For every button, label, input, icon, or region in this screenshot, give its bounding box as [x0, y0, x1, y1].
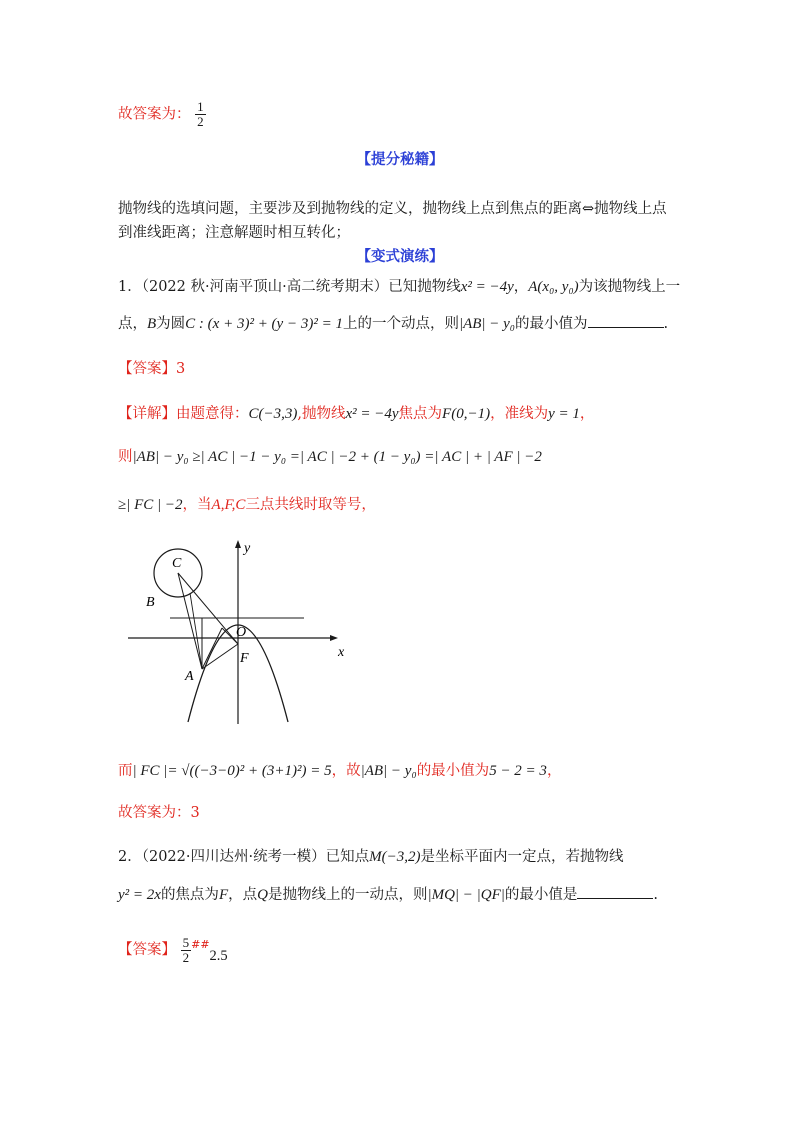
- q2-answer-label: 【答案】: [118, 942, 176, 958]
- section-practice-title: 【变式演练】: [356, 248, 444, 265]
- q1-inequality-chain: |AB| − y₀ ≥| AC | −1 − y₀ =| AC | −2 + (1 − y₀) =| AC | + | AF | −2: [132, 449, 542, 465]
- segment-aux: [202, 628, 222, 669]
- q1-circle-eq: C : (x + 3)² + (y − 3)² = 1: [185, 316, 343, 332]
- answer-intro: [118, 100, 206, 129]
- q2-line-2: y² = 2x的焦点为F，点Q是抛物线上的一动点，则|MQ| − |QF|的最小值是 .: [118, 884, 658, 906]
- segment-BA: [190, 593, 202, 669]
- q1-detail-label: 【详解】: [118, 406, 176, 422]
- q1-detail: 【详解】由题意得：C(−3,3),抛物线x² = −4y焦点为F(0,−1)，准线为y = 1，: [118, 406, 595, 422]
- label-x: x: [338, 645, 345, 660]
- answer-fraction: $\frac{1}{2}$: [197, 99, 204, 129]
- label-A: A: [185, 669, 194, 684]
- x-axis-arrow: [330, 635, 338, 641]
- label-C: C: [172, 556, 182, 571]
- q2-answer: 【答案】 $\frac{5}{2}$ ##2.5: [118, 934, 228, 965]
- q1-line-2: 点，B为圆C : (x + 3)² + (y − 3)² = 1上的一个动点，则|AB| − y₀的最小值为 .: [118, 313, 668, 335]
- q2-parabola-eq: y² = 2x: [118, 887, 161, 903]
- y-axis-arrow: [235, 540, 241, 548]
- q2-line-1: 2．（2022·四川达州·统考一模）已知点M(−3,2)是坐标平面内一定点，若抛物线: [118, 849, 624, 865]
- q2-answer-fraction: $\frac{5}{2}$: [182, 934, 190, 965]
- label-F: F: [240, 651, 249, 666]
- section-tip-title: 【提分秘籍】: [356, 151, 444, 168]
- q1-final-answer: 故答案为：3: [118, 805, 200, 821]
- q1-parabola-eq: x² = −4y: [460, 279, 514, 295]
- parabola-figure: [118, 536, 358, 726]
- answer-intro-label: 故答案为：: [118, 106, 191, 123]
- q1-answer: [118, 358, 185, 380]
- q1-inequality-2: ≥| FC | −2，当A,F,C三点共线时取等号，: [118, 497, 376, 513]
- tip-text-line-2: 到准线距离；注意解题时相互转化；: [118, 225, 350, 241]
- q2-point-M: M(−3,2): [369, 849, 421, 865]
- label-y: y: [244, 541, 251, 556]
- q1-expression: |AB| − y₀: [458, 316, 516, 332]
- q1-line-1: 1．（2022 秋·河南平顶山·高二统考期末）已知抛物线x² = −4y，A(x₀, y₀)为该抛物线上一: [118, 279, 681, 295]
- segment-AF: [202, 644, 238, 669]
- q1-answer-value: 3: [176, 361, 186, 377]
- tip-text-line-1: 抛物线的选填问题，主要涉及到抛物线的定义，抛物线上点到焦点的距离⇔抛物线上点: [118, 201, 667, 217]
- q1-inequality: 则|AB| − y₀ ≥| AC | −1 − y₀ =| AC | −2 + (1 − y₀) =| AC | + | AF | −2: [118, 449, 542, 465]
- q1-calc: 而| FC |= √((−3−0)² + (3+1)²) = 5，故|AB| − y₀的最小值为5 − 2 = 3，: [118, 763, 562, 779]
- q1-answer-blank: [588, 313, 664, 328]
- q2-expression: |MQ| − |QF|: [427, 887, 505, 903]
- q2-answer-blank: [577, 884, 653, 899]
- q1-answer-label: 【答案】: [118, 361, 176, 377]
- label-B: B: [146, 595, 155, 610]
- label-O: O: [236, 625, 247, 640]
- q1-point-A: A(x₀, y₀): [528, 279, 579, 295]
- q1-distance-FC: | FC |= √((−3−0)² + (3+1)²) = 5: [132, 763, 332, 779]
